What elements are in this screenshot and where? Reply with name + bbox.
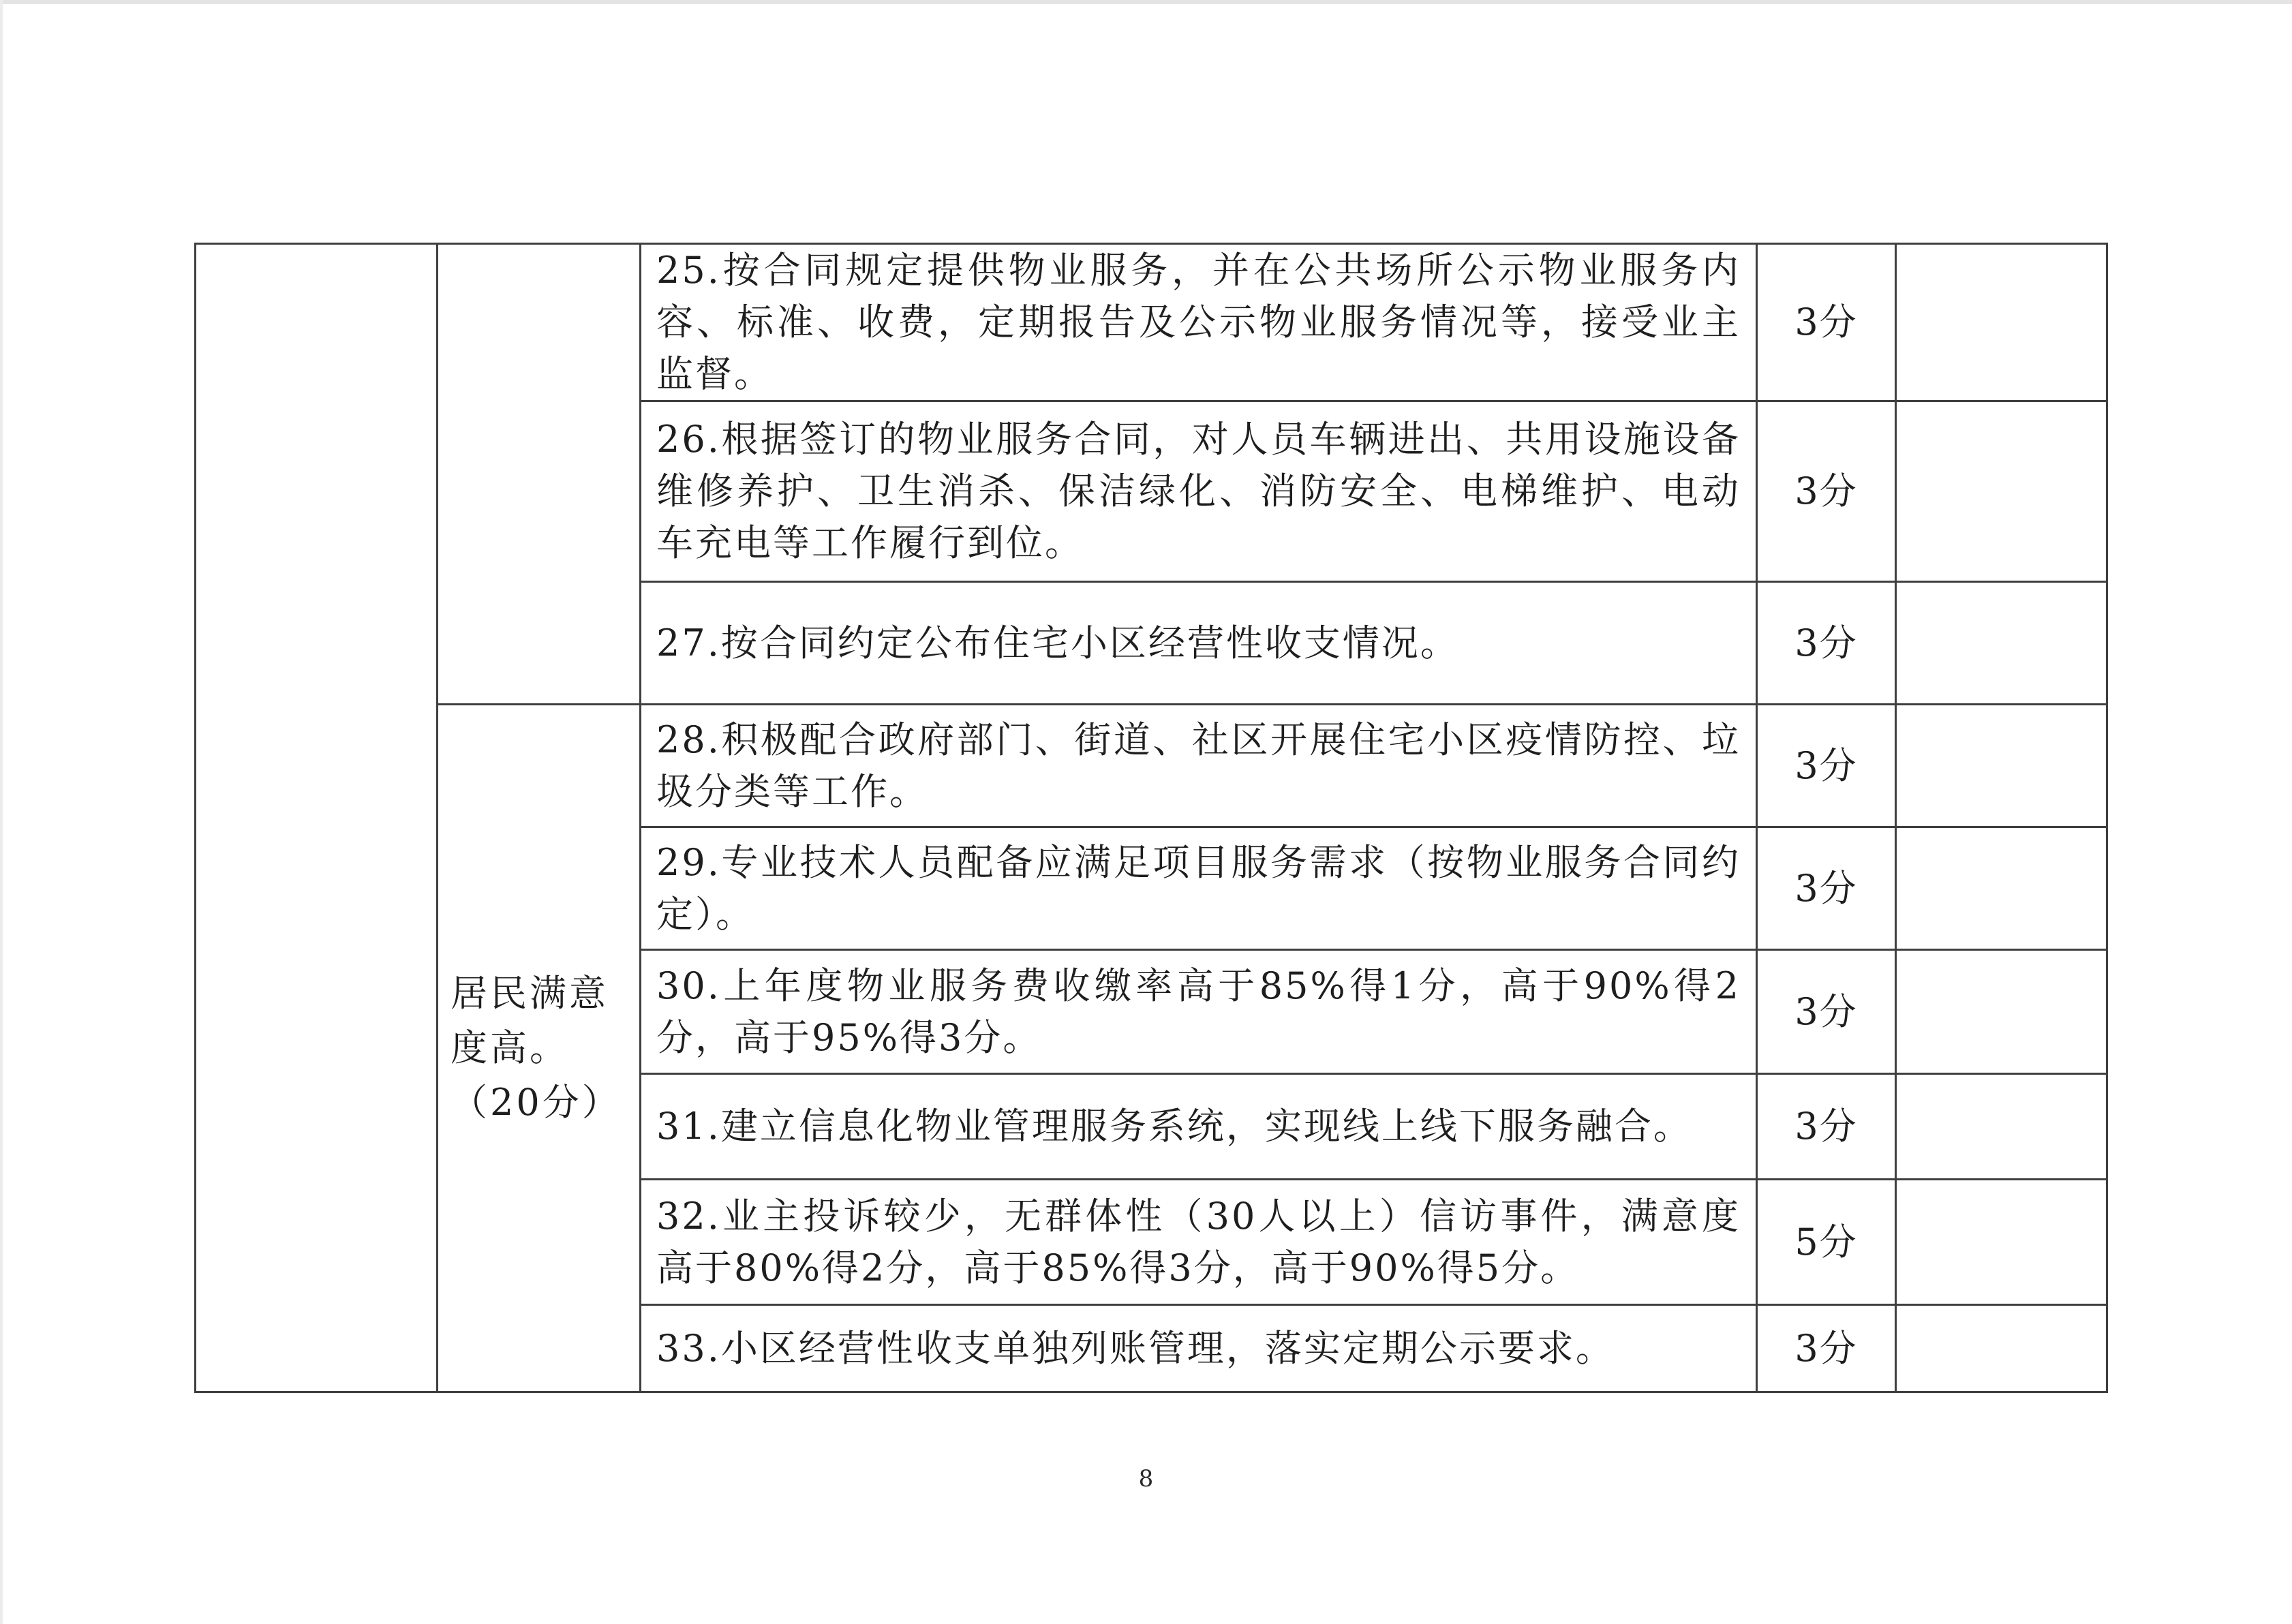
scoring-table — [194, 243, 2108, 1393]
section-cell — [196, 244, 438, 1392]
item-text: 27.按合同约定公布住宅小区经营性收支情况。 — [641, 582, 1757, 705]
assessment-cell — [1896, 705, 2107, 827]
item-text: 28.积极配合政府部门、街道、社区开展住宅小区疫情防控、垃圾分类等工作。 — [641, 705, 1757, 827]
category-cell — [438, 244, 641, 705]
score-value: 3分 — [1757, 1074, 1896, 1180]
score-value: 3分 — [1757, 1305, 1896, 1392]
item-text: 31.建立信息化物业管理服务系统，实现线上线下服务融合。 — [641, 1074, 1757, 1180]
table-row — [196, 244, 2107, 401]
score-value: 3分 — [1757, 244, 1896, 401]
item-text: 32.业主投诉较少，无群体性（30人以上）信访事件，满意度高于80%得2分，高于85%得3分，高于90%得5分。 — [641, 1180, 1757, 1305]
scan-edge — [0, 0, 2292, 4]
item-text: 25.按合同规定提供物业服务，并在公共场所公示物业服务内容、标准、收费，定期报告及公示物业服务情况等，接受业主监督。 — [641, 244, 1757, 401]
page-number: 8 — [1138, 1465, 1154, 1492]
score-value: 3分 — [1757, 582, 1896, 705]
item-text: 33.小区经营性收支单独列账管理，落实定期公示要求。 — [641, 1305, 1757, 1392]
assessment-cell — [1896, 950, 2107, 1074]
score-value: 3分 — [1757, 705, 1896, 827]
item-text: 29.专业技术人员配备应满足项目服务需求（按物业服务合同约定）。 — [641, 827, 1757, 950]
score-value: 3分 — [1757, 950, 1896, 1074]
item-text: 26.根据签订的物业服务合同，对人员车辆进出、共用设施设备维修养护、卫生消杀、保洁绿化、消防安全、电梯维护、电动车充电等工作履行到位。 — [641, 401, 1757, 582]
assessment-cell — [1896, 1180, 2107, 1305]
category-satisfaction: 居民满意度高。（20分） — [438, 705, 641, 1392]
assessment-cell — [1896, 244, 2107, 401]
assessment-cell — [1896, 401, 2107, 582]
item-text: 30.上年度物业服务费收缴率高于85%得1分，高于90%得2分，高于95%得3分。 — [641, 950, 1757, 1074]
score-value: 5分 — [1757, 1180, 1896, 1305]
score-value: 3分 — [1757, 401, 1896, 582]
assessment-cell — [1896, 1305, 2107, 1392]
scan-edge — [0, 0, 3, 1624]
assessment-cell — [1896, 1074, 2107, 1180]
assessment-cell — [1896, 827, 2107, 950]
score-value: 3分 — [1757, 827, 1896, 950]
assessment-cell — [1896, 582, 2107, 705]
table-row — [196, 705, 2107, 827]
